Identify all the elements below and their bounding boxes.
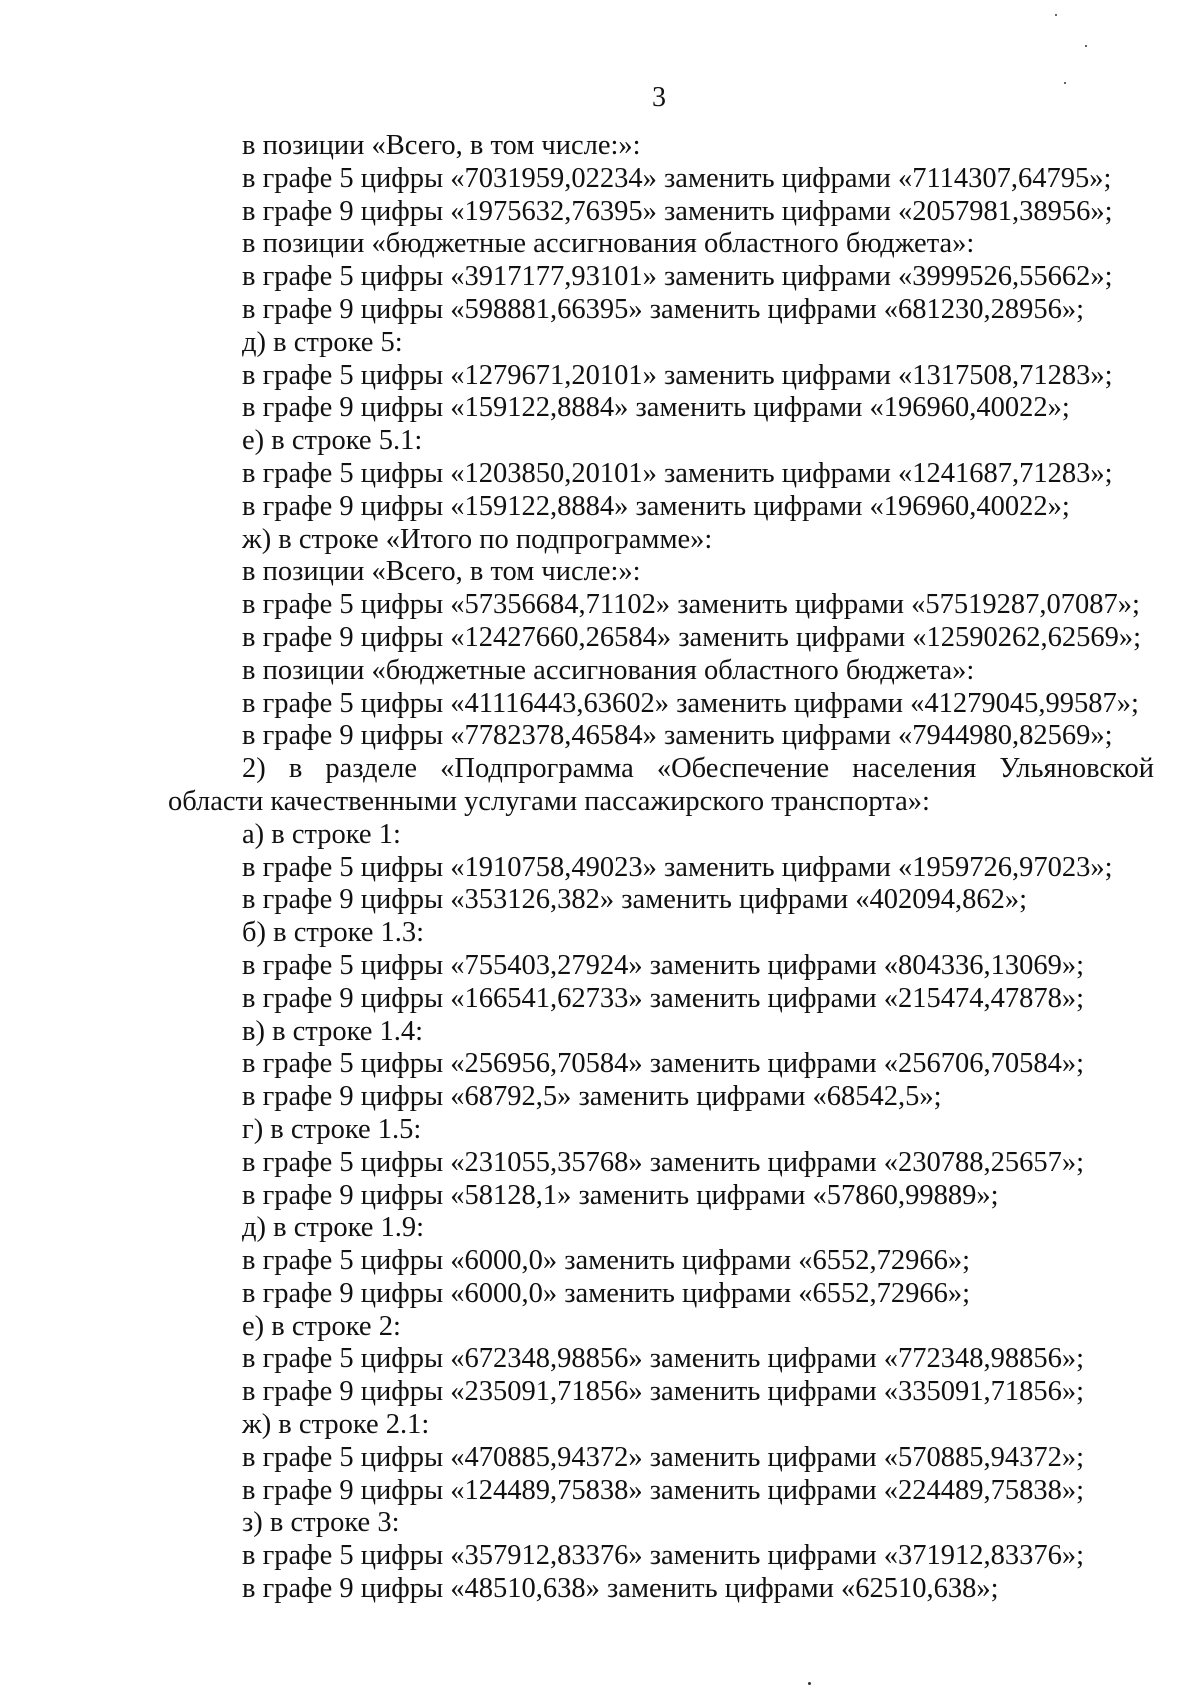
text-line: в) в строке 1.4: [242, 1015, 424, 1047]
lines-after-block [168, 819, 1154, 1606]
text-line: в графе 5 цифры «41116443,63602» заменить цифрами «41279045,99587»; [242, 687, 1139, 719]
text-line: в графе 9 цифры «353126,382» заменить цифрами «402094,862»; [242, 884, 1028, 916]
text-line: в графе 5 цифры «470885,94372» заменить цифрами «570885,94372»; [242, 1441, 1085, 1473]
text-line: г) в строке 1.5: [242, 1113, 422, 1145]
text-line: е) в строке 2: [242, 1310, 401, 1342]
lines-before-block [168, 130, 1154, 753]
paragraph-section-2-first-line [168, 753, 1154, 786]
paragraph-word: 2) [242, 753, 266, 785]
text-line: в графе 9 цифры «235091,71856» заменить цифрами «335091,71856»; [242, 1376, 1085, 1408]
text-line: в графе 9 цифры «6000,0» заменить цифрами «6552,72966»; [242, 1277, 971, 1309]
scan-speck [808, 1682, 811, 1685]
text-line: в графе 9 цифры «12427660,26584» заменить цифрами «12590262,62569»; [242, 621, 1142, 653]
text-line: е) в строке 5.1: [242, 425, 423, 457]
paragraph-word: «Подпрограмма [440, 753, 634, 785]
text-line: в графе 5 цифры «231055,35768» заменить цифрами «230788,25657»; [242, 1146, 1085, 1178]
scan-speck [1064, 82, 1066, 84]
text-line: в графе 5 цифры «256956,70584» заменить цифрами «256706,70584»; [242, 1048, 1085, 1080]
text-line: в позиции «Всего, в том числе:»: [242, 130, 641, 161]
paragraph-word: Ульяновской [999, 753, 1154, 785]
text-line: в позиции «бюджетные ассигнования областного бюджета»: [242, 654, 975, 686]
text-line: ж) в строке 2.1: [242, 1409, 430, 1441]
text-line: в графе 9 цифры «7782378,46584» заменить цифрами «7944980,82569»; [242, 720, 1113, 752]
text-line: в графе 5 цифры «1910758,49023» заменить цифрами «1959726,97023»; [242, 851, 1113, 883]
text-line: в графе 5 цифры «3917177,93101» заменить цифрами «3999526,55662»; [242, 261, 1113, 293]
text-line: в графе 5 цифры «755403,27924» заменить цифрами «804336,13069»; [242, 949, 1085, 981]
text-line: в графе 9 цифры «598881,66395» заменить цифрами «681230,28956»; [242, 293, 1085, 325]
text-line: в графе 9 цифры «166541,62733» заменить цифрами «215474,47878»; [242, 982, 1085, 1014]
text-line: в графе 9 цифры «1975632,76395» заменить цифрами «2057981,38956»; [242, 195, 1113, 227]
paragraph-word: в [288, 753, 303, 785]
paragraph-word: «Обеспечение [656, 753, 830, 785]
text-line: в графе 5 цифры «1203850,20101» заменить цифрами «1241687,71283»; [242, 457, 1113, 489]
text-line: б) в строке 1.3: [242, 917, 425, 949]
text-line: в графе 5 цифры «1279671,20101» заменить цифрами «1317508,71283»; [242, 359, 1113, 391]
scan-speck [1055, 14, 1057, 16]
text-line: в графе 5 цифры «672348,98856» заменить цифрами «772348,98856»; [242, 1343, 1085, 1375]
text-line: д) в строке 1.9: [242, 1212, 425, 1244]
text-line: в графе 9 цифры «48510,638» заменить цифрами «62510,638»; [242, 1573, 999, 1605]
text-line: а) в строке 1: [242, 818, 401, 850]
text-line: в графе 9 цифры «68792,5» заменить цифрами «68542,5»; [242, 1081, 942, 1113]
scan-speck [1085, 45, 1087, 47]
text-line: в графе 9 цифры «159122,8884» заменить цифрами «196960,40022»; [242, 490, 1070, 522]
text-line: д) в строке 5: [242, 326, 403, 358]
text-line: в графе 5 цифры «357912,83376» заменить цифрами «371912,83376»; [242, 1540, 1085, 1572]
document-body [168, 130, 1154, 1606]
text-line: ж) в строке «Итого по подпрограмме»: [242, 523, 713, 555]
paragraph-word: разделе [325, 753, 418, 785]
text-line: з) в строке 3: [242, 1507, 400, 1539]
text-line: в позиции «бюджетные ассигнования областного бюджета»: [242, 228, 975, 260]
text-line: в графе 5 цифры «6000,0» заменить цифрами «6552,72966»; [242, 1245, 971, 1277]
page-number: 3 [652, 82, 666, 113]
paragraph-word: населения [852, 753, 977, 785]
text-line: в графе 9 цифры «124489,75838» заменить цифрами «224489,75838»; [242, 1474, 1085, 1506]
text-line: в графе 9 цифры «159122,8884» заменить цифрами «196960,40022»; [242, 392, 1070, 424]
text-line: в графе 5 цифры «7031959,02234» заменить цифрами «7114307,64795»; [242, 162, 1112, 194]
text-line: в графе 9 цифры «58128,1» заменить цифрами «57860,99889»; [242, 1179, 999, 1211]
text-line: в позиции «Всего, в том числе:»: [242, 556, 641, 588]
paragraph-section-2-continuation: области качественными услугами пассажирского транспорта»: [168, 785, 930, 817]
text-line: в графе 5 цифры «57356684,71102» заменить цифрами «57519287,07087»; [242, 589, 1140, 621]
